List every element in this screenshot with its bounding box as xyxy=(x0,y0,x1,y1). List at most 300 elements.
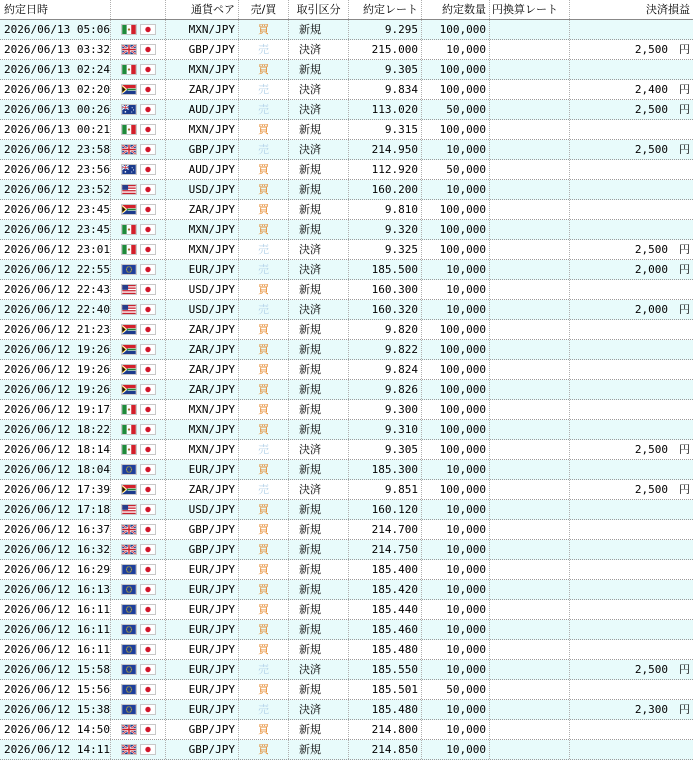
header-qty[interactable]: 約定数量 xyxy=(422,0,490,19)
table-row[interactable] xyxy=(0,520,693,540)
pl-unit: 円 xyxy=(679,43,690,56)
cell-datetime: 2026/06/12 22:55 xyxy=(0,260,111,279)
mexico-flag-icon xyxy=(121,224,137,235)
japan-flag-icon xyxy=(140,344,156,355)
table-row[interactable] xyxy=(0,60,693,80)
pl-value: 2,500 xyxy=(634,663,668,676)
cell-datetime: 2026/06/12 19:17 xyxy=(0,400,111,419)
cell-pl xyxy=(570,300,693,319)
mexico-flag-icon xyxy=(121,64,137,75)
pl-unit xyxy=(668,740,690,759)
pl-unit xyxy=(668,640,690,659)
cell-flags xyxy=(111,60,166,79)
eu-flag-icon xyxy=(121,464,137,475)
cell-pl xyxy=(570,260,693,279)
cell-side: 買 xyxy=(239,420,289,439)
south-africa-flag-icon xyxy=(121,364,137,375)
cell-pair: ZAR/JPY xyxy=(166,80,239,99)
cell-pair: EUR/JPY xyxy=(166,600,239,619)
pl-value xyxy=(573,620,668,639)
cell-jpy-rate xyxy=(490,480,570,499)
cell-rate: 9.305 xyxy=(349,440,422,459)
cell-jpy-rate xyxy=(490,460,570,479)
pl-value xyxy=(573,160,668,179)
cell-side: 売 xyxy=(239,100,289,119)
cell-type: 新規 xyxy=(289,420,349,439)
cell-type: 新規 xyxy=(289,20,349,39)
cell-side: 買 xyxy=(239,520,289,539)
japan-flag-icon xyxy=(140,424,156,435)
cell-qty: 10,000 xyxy=(422,500,490,519)
pl-value: 2,500 xyxy=(634,443,668,456)
cell-jpy-rate xyxy=(490,540,570,559)
pl-unit: 円 xyxy=(679,303,690,316)
cell-rate: 9.300 xyxy=(349,400,422,419)
cell-rate: 214.950 xyxy=(349,140,422,159)
pl-unit xyxy=(668,120,690,139)
japan-flag-icon xyxy=(140,724,156,735)
header-jpy-rate[interactable]: 円換算レート xyxy=(490,0,570,19)
table-row[interactable] xyxy=(0,280,693,300)
japan-flag-icon xyxy=(140,324,156,335)
cell-jpy-rate xyxy=(490,720,570,739)
table-row[interactable] xyxy=(0,540,693,560)
cell-qty: 10,000 xyxy=(422,720,490,739)
pl-value: 2,500 xyxy=(634,103,668,116)
australia-flag-icon xyxy=(121,164,137,175)
japan-flag-icon xyxy=(140,464,156,475)
cell-type: 新規 xyxy=(289,200,349,219)
uk-flag-icon xyxy=(121,724,137,735)
cell-flags xyxy=(111,240,166,259)
cell-datetime: 2026/06/12 23:45 xyxy=(0,200,111,219)
pl-unit: 円 xyxy=(679,703,690,716)
cell-datetime: 2026/06/12 17:39 xyxy=(0,480,111,499)
south-africa-flag-icon xyxy=(121,84,137,95)
mexico-flag-icon xyxy=(121,24,137,35)
cell-pl xyxy=(570,460,693,479)
cell-jpy-rate xyxy=(490,420,570,439)
pl-value xyxy=(573,340,668,359)
cell-qty: 100,000 xyxy=(422,60,490,79)
mexico-flag-icon xyxy=(121,124,137,135)
cell-datetime: 2026/06/13 00:26 xyxy=(0,100,111,119)
uk-flag-icon xyxy=(121,144,137,155)
cell-type: 決済 xyxy=(289,700,349,719)
japan-flag-icon xyxy=(140,64,156,75)
cell-datetime: 2026/06/12 17:18 xyxy=(0,500,111,519)
cell-pl xyxy=(570,60,693,79)
cell-qty: 100,000 xyxy=(422,360,490,379)
cell-rate: 160.120 xyxy=(349,500,422,519)
table-row[interactable] xyxy=(0,500,693,520)
cell-qty: 100,000 xyxy=(422,320,490,339)
japan-flag-icon xyxy=(140,744,156,755)
pl-unit: 円 xyxy=(679,143,690,156)
table-row[interactable] xyxy=(0,320,693,340)
cell-pair: EUR/JPY xyxy=(166,620,239,639)
cell-flags xyxy=(111,520,166,539)
cell-qty: 100,000 xyxy=(422,120,490,139)
cell-pair: MXN/JPY xyxy=(166,20,239,39)
cell-rate: 185.501 xyxy=(349,680,422,699)
cell-flags xyxy=(111,540,166,559)
japan-flag-icon xyxy=(140,264,156,275)
cell-rate: 9.851 xyxy=(349,480,422,499)
pl-unit xyxy=(668,320,690,339)
japan-flag-icon xyxy=(140,664,156,675)
cell-type: 決済 xyxy=(289,100,349,119)
cell-flags xyxy=(111,220,166,239)
cell-jpy-rate xyxy=(490,680,570,699)
cell-side: 買 xyxy=(239,180,289,199)
cell-type: 決済 xyxy=(289,660,349,679)
cell-jpy-rate xyxy=(490,380,570,399)
header-pair[interactable]: 通貨ペア xyxy=(166,0,239,19)
table-row[interactable] xyxy=(0,660,693,680)
pl-unit xyxy=(668,560,690,579)
cell-flags xyxy=(111,160,166,179)
cell-pair: ZAR/JPY xyxy=(166,320,239,339)
cell-flags xyxy=(111,100,166,119)
pl-unit xyxy=(668,500,690,519)
cell-type: 新規 xyxy=(289,580,349,599)
cell-type: 決済 xyxy=(289,300,349,319)
table-row[interactable] xyxy=(0,620,693,640)
eu-flag-icon xyxy=(121,664,137,675)
uk-flag-icon xyxy=(121,544,137,555)
mexico-flag-icon xyxy=(121,424,137,435)
table-row[interactable] xyxy=(0,340,693,360)
cell-qty: 100,000 xyxy=(422,20,490,39)
table-row[interactable] xyxy=(0,560,693,580)
header-side[interactable]: 売/買 xyxy=(239,0,289,19)
cell-datetime: 2026/06/12 22:43 xyxy=(0,280,111,299)
cell-pl xyxy=(570,700,693,719)
cell-type: 決済 xyxy=(289,480,349,499)
pl-unit xyxy=(668,580,690,599)
table-row[interactable] xyxy=(0,360,693,380)
table-row[interactable] xyxy=(0,40,693,60)
cell-flags xyxy=(111,260,166,279)
cell-qty: 100,000 xyxy=(422,80,490,99)
cell-pair: ZAR/JPY xyxy=(166,200,239,219)
cell-qty: 10,000 xyxy=(422,700,490,719)
cell-flags xyxy=(111,360,166,379)
pl-unit xyxy=(668,200,690,219)
cell-qty: 10,000 xyxy=(422,560,490,579)
pl-value xyxy=(573,640,668,659)
cell-side: 買 xyxy=(239,560,289,579)
cell-rate: 9.810 xyxy=(349,200,422,219)
pl-value: 2,500 xyxy=(634,243,668,256)
table-row[interactable] xyxy=(0,640,693,660)
table-row[interactable] xyxy=(0,300,693,320)
cell-flags xyxy=(111,620,166,639)
japan-flag-icon xyxy=(140,444,156,455)
cell-pl xyxy=(570,740,693,759)
cell-jpy-rate xyxy=(490,160,570,179)
header-datetime[interactable]: 約定日時 xyxy=(0,0,111,19)
table-row[interactable] xyxy=(0,180,693,200)
cell-rate: 185.420 xyxy=(349,580,422,599)
cell-type: 新規 xyxy=(289,640,349,659)
header-type[interactable]: 取引区分 xyxy=(289,0,349,19)
cell-side: 売 xyxy=(239,440,289,459)
cell-pl xyxy=(570,720,693,739)
cell-rate: 185.460 xyxy=(349,620,422,639)
cell-side: 買 xyxy=(239,280,289,299)
japan-flag-icon xyxy=(140,604,156,615)
cell-qty: 100,000 xyxy=(422,420,490,439)
cell-type: 新規 xyxy=(289,60,349,79)
table-row[interactable] xyxy=(0,20,693,40)
cell-pl xyxy=(570,380,693,399)
cell-flags xyxy=(111,720,166,739)
cell-qty: 10,000 xyxy=(422,40,490,59)
cell-qty: 10,000 xyxy=(422,280,490,299)
pl-unit: 円 xyxy=(679,263,690,276)
cell-pair: USD/JPY xyxy=(166,180,239,199)
cell-side: 買 xyxy=(239,320,289,339)
cell-qty: 10,000 xyxy=(422,660,490,679)
pl-value xyxy=(573,420,668,439)
cell-pair: MXN/JPY xyxy=(166,420,239,439)
cell-pair: EUR/JPY xyxy=(166,580,239,599)
table-row[interactable] xyxy=(0,680,693,700)
japan-flag-icon xyxy=(140,644,156,655)
table-row[interactable] xyxy=(0,260,693,280)
cell-flags xyxy=(111,500,166,519)
cell-pl xyxy=(570,480,693,499)
usa-flag-icon xyxy=(121,284,137,295)
cell-pair: ZAR/JPY xyxy=(166,380,239,399)
eu-flag-icon xyxy=(121,604,137,615)
cell-rate: 185.400 xyxy=(349,560,422,579)
cell-flags xyxy=(111,700,166,719)
cell-pl xyxy=(570,640,693,659)
cell-pl xyxy=(570,240,693,259)
cell-type: 新規 xyxy=(289,220,349,239)
cell-pl xyxy=(570,40,693,59)
japan-flag-icon xyxy=(140,704,156,715)
cell-qty: 10,000 xyxy=(422,640,490,659)
cell-rate: 9.305 xyxy=(349,60,422,79)
cell-qty: 10,000 xyxy=(422,620,490,639)
cell-type: 新規 xyxy=(289,380,349,399)
cell-flags xyxy=(111,140,166,159)
cell-datetime: 2026/06/12 23:58 xyxy=(0,140,111,159)
cell-side: 買 xyxy=(239,160,289,179)
table-row[interactable] xyxy=(0,700,693,720)
table-row[interactable] xyxy=(0,380,693,400)
table-row[interactable] xyxy=(0,400,693,420)
cell-flags xyxy=(111,600,166,619)
eu-flag-icon xyxy=(121,564,137,575)
pl-unit xyxy=(668,60,690,79)
japan-flag-icon xyxy=(140,284,156,295)
table-row[interactable] xyxy=(0,420,693,440)
cell-datetime: 2026/06/13 02:24 xyxy=(0,60,111,79)
cell-datetime: 2026/06/13 02:20 xyxy=(0,80,111,99)
pl-value xyxy=(573,180,668,199)
cell-pl xyxy=(570,340,693,359)
pl-unit xyxy=(668,220,690,239)
table-row[interactable] xyxy=(0,220,693,240)
eu-flag-icon xyxy=(121,684,137,695)
cell-datetime: 2026/06/12 16:11 xyxy=(0,620,111,639)
header-rate[interactable]: 約定レート xyxy=(349,0,422,19)
cell-rate: 185.500 xyxy=(349,260,422,279)
japan-flag-icon xyxy=(140,364,156,375)
south-africa-flag-icon xyxy=(121,324,137,335)
cell-jpy-rate xyxy=(490,600,570,619)
cell-pl xyxy=(570,520,693,539)
table-row[interactable] xyxy=(0,100,693,120)
japan-flag-icon xyxy=(140,564,156,575)
cell-type: 新規 xyxy=(289,500,349,519)
cell-datetime: 2026/06/12 18:22 xyxy=(0,420,111,439)
cell-side: 買 xyxy=(239,200,289,219)
cell-qty: 10,000 xyxy=(422,600,490,619)
cell-pl xyxy=(570,120,693,139)
table-row[interactable] xyxy=(0,120,693,140)
cell-rate: 185.440 xyxy=(349,600,422,619)
cell-side: 買 xyxy=(239,60,289,79)
cell-qty: 100,000 xyxy=(422,340,490,359)
table-row[interactable] xyxy=(0,720,693,740)
cell-pair: MXN/JPY xyxy=(166,120,239,139)
table-body xyxy=(0,20,693,760)
cell-qty: 10,000 xyxy=(422,460,490,479)
cell-jpy-rate xyxy=(490,620,570,639)
pl-value: 2,000 xyxy=(634,303,668,316)
cell-side: 買 xyxy=(239,640,289,659)
cell-type: 決済 xyxy=(289,40,349,59)
pl-unit xyxy=(668,380,690,399)
cell-datetime: 2026/06/12 16:13 xyxy=(0,580,111,599)
australia-flag-icon xyxy=(121,104,137,115)
pl-value: 2,400 xyxy=(634,83,668,96)
cell-jpy-rate xyxy=(490,280,570,299)
table-row[interactable] xyxy=(0,440,693,460)
cell-type: 新規 xyxy=(289,600,349,619)
cell-pair: MXN/JPY xyxy=(166,220,239,239)
table-row[interactable] xyxy=(0,200,693,220)
cell-jpy-rate xyxy=(490,340,570,359)
cell-flags xyxy=(111,480,166,499)
cell-jpy-rate xyxy=(490,660,570,679)
cell-jpy-rate xyxy=(490,640,570,659)
cell-jpy-rate xyxy=(490,220,570,239)
pl-value: 2,500 xyxy=(634,143,668,156)
table-row[interactable] xyxy=(0,740,693,760)
cell-type: 新規 xyxy=(289,620,349,639)
cell-type: 新規 xyxy=(289,520,349,539)
cell-datetime: 2026/06/12 19:26 xyxy=(0,380,111,399)
table-row[interactable] xyxy=(0,600,693,620)
cell-side: 売 xyxy=(239,300,289,319)
pl-unit xyxy=(668,620,690,639)
cell-type: 新規 xyxy=(289,720,349,739)
cell-pair: ZAR/JPY xyxy=(166,480,239,499)
mexico-flag-icon xyxy=(121,244,137,255)
cell-qty: 100,000 xyxy=(422,440,490,459)
cell-pair: EUR/JPY xyxy=(166,460,239,479)
cell-pl xyxy=(570,580,693,599)
cell-rate: 9.820 xyxy=(349,320,422,339)
cell-rate: 9.310 xyxy=(349,420,422,439)
japan-flag-icon xyxy=(140,104,156,115)
japan-flag-icon xyxy=(140,224,156,235)
cell-flags xyxy=(111,420,166,439)
cell-pl xyxy=(570,160,693,179)
pl-value xyxy=(573,380,668,399)
table-row[interactable] xyxy=(0,240,693,260)
cell-rate: 9.822 xyxy=(349,340,422,359)
table-row[interactable] xyxy=(0,80,693,100)
header-flags xyxy=(111,0,166,19)
cell-rate: 9.320 xyxy=(349,220,422,239)
cell-datetime: 2026/06/12 23:01 xyxy=(0,240,111,259)
pl-unit xyxy=(668,540,690,559)
table-row[interactable] xyxy=(0,140,693,160)
cell-pair: AUD/JPY xyxy=(166,100,239,119)
cell-flags xyxy=(111,80,166,99)
table-row[interactable] xyxy=(0,160,693,180)
japan-flag-icon xyxy=(140,304,156,315)
cell-side: 買 xyxy=(239,120,289,139)
cell-flags xyxy=(111,200,166,219)
japan-flag-icon xyxy=(140,164,156,175)
cell-datetime: 2026/06/12 16:29 xyxy=(0,560,111,579)
cell-pl xyxy=(570,400,693,419)
cell-qty: 100,000 xyxy=(422,240,490,259)
cell-type: 新規 xyxy=(289,280,349,299)
cell-qty: 100,000 xyxy=(422,200,490,219)
header-pl[interactable]: 決済損益 xyxy=(646,3,690,16)
cell-pl xyxy=(570,320,693,339)
cell-datetime: 2026/06/12 23:52 xyxy=(0,180,111,199)
table-row[interactable] xyxy=(0,480,693,500)
pl-value xyxy=(573,580,668,599)
table-row[interactable] xyxy=(0,580,693,600)
cell-pair: EUR/JPY xyxy=(166,640,239,659)
cell-flags xyxy=(111,660,166,679)
pl-unit xyxy=(668,460,690,479)
cell-pl xyxy=(570,420,693,439)
cell-pair: GBP/JPY xyxy=(166,540,239,559)
cell-side: 買 xyxy=(239,340,289,359)
cell-datetime: 2026/06/12 15:38 xyxy=(0,700,111,719)
table-row[interactable] xyxy=(0,460,693,480)
cell-jpy-rate xyxy=(490,20,570,39)
cell-jpy-rate xyxy=(490,260,570,279)
cell-rate: 9.834 xyxy=(349,80,422,99)
cell-pl xyxy=(570,540,693,559)
japan-flag-icon xyxy=(140,384,156,395)
pl-unit xyxy=(668,340,690,359)
cell-jpy-rate xyxy=(490,140,570,159)
japan-flag-icon xyxy=(140,684,156,695)
cell-side: 買 xyxy=(239,500,289,519)
cell-side: 買 xyxy=(239,620,289,639)
cell-qty: 10,000 xyxy=(422,140,490,159)
cell-flags xyxy=(111,320,166,339)
cell-datetime: 2026/06/12 15:58 xyxy=(0,660,111,679)
cell-jpy-rate xyxy=(490,320,570,339)
cell-flags xyxy=(111,340,166,359)
